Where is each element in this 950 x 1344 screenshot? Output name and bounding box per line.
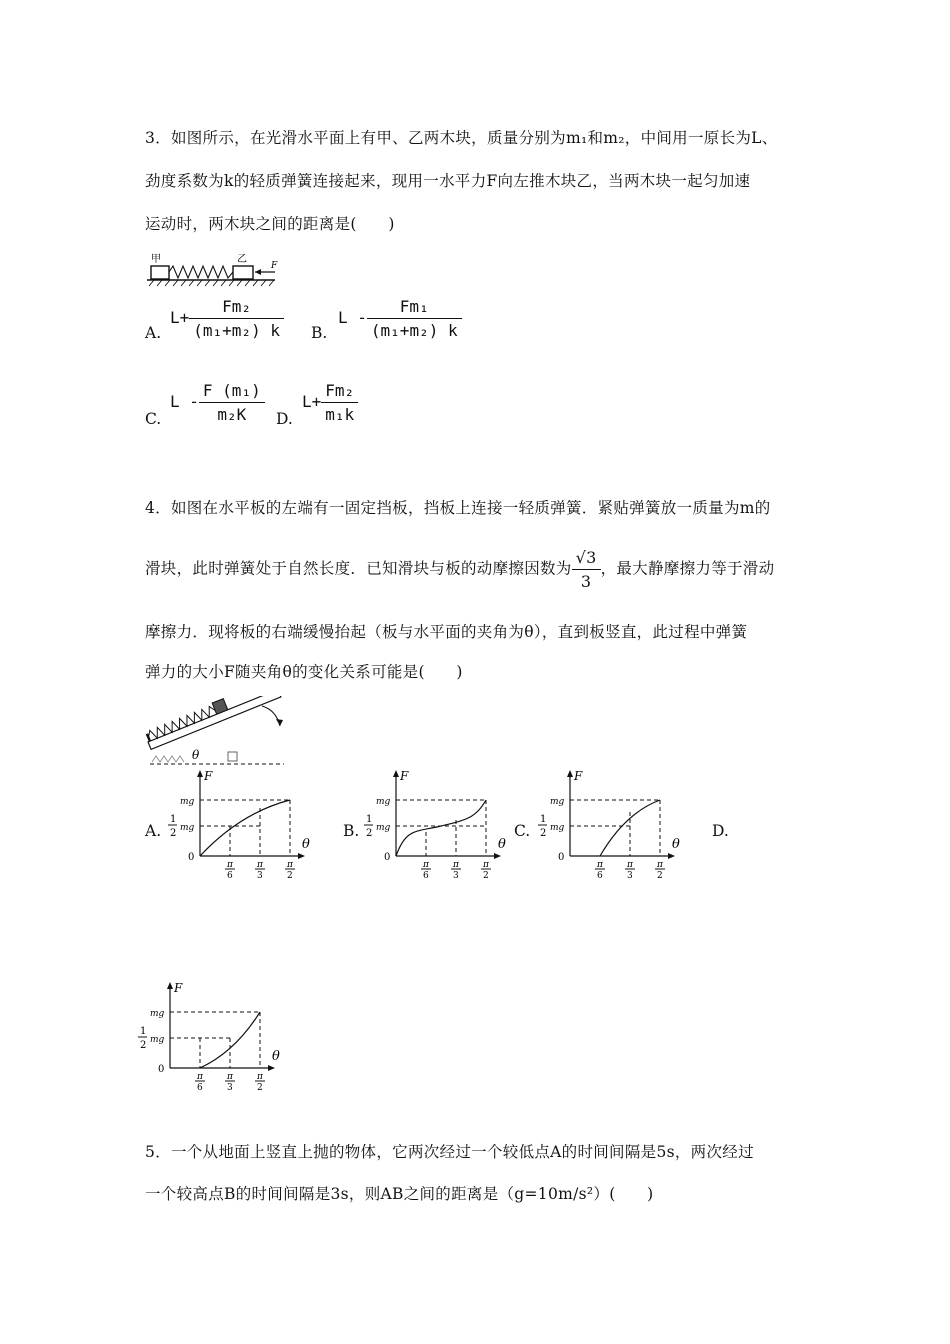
q4-graph-c (530, 768, 690, 878)
q3-block-left-label: 甲 (151, 254, 161, 265)
angle-label: θ (192, 748, 200, 762)
x-tick-labels (421, 860, 491, 878)
origin-label: 0 (384, 852, 391, 863)
q3-option-c-numerator: F (m₁) (202, 381, 261, 400)
q3-option-b-prefix: L - (338, 308, 367, 327)
q3-option-b-fraction (367, 297, 462, 340)
svg-text:π: π (227, 860, 233, 870)
q3-option-b (338, 297, 462, 340)
q3-option-a-label: A. (145, 324, 162, 342)
q3-option-c-prefix: L - (170, 392, 199, 411)
svg-text:π: π (597, 860, 603, 870)
x-tick-labels (225, 860, 295, 878)
q4-option-c-label: C. (514, 822, 531, 840)
mg-label: mg (150, 1009, 165, 1019)
q3-option-c-fraction (199, 381, 265, 424)
half-mg-label: mg (150, 1035, 165, 1045)
x-tick-labels (595, 860, 665, 878)
svg-text:2: 2 (287, 871, 293, 878)
q4-graph-a (160, 768, 320, 878)
svg-text:3: 3 (627, 871, 633, 878)
svg-text:6: 6 (227, 871, 233, 878)
svg-text:6: 6 (597, 871, 603, 878)
svg-text:3: 3 (453, 871, 459, 878)
x-axis-label: θ (498, 837, 506, 852)
q3-option-c (170, 381, 265, 424)
q3-option-a-denominator: (m₁+m₂) k (189, 318, 284, 340)
q3-option-d-prefix: L+ (302, 392, 322, 411)
q4-option-d-label: D. (712, 822, 729, 840)
q4-text-line-2 (145, 548, 774, 591)
q3-option-b-label: B. (311, 324, 328, 342)
svg-text:π: π (423, 860, 429, 870)
q3-text-line-2: 劲度系数为k的轻质弹簧连接起来，现用一水平力F向左推木块乙，当两木块一起匀加速 (145, 172, 751, 190)
q3-option-c-label: C. (145, 410, 162, 428)
q3-option-a (170, 297, 284, 340)
svg-text:3: 3 (227, 1083, 233, 1092)
graph-curve (200, 800, 290, 856)
q3-text-line-1: 3．如图所示，在光滑水平面上有甲、乙两木块，质量分别为m₁和m₂，中间用一原长为L、 (145, 129, 778, 147)
ground-hatching (149, 280, 274, 286)
q3-option-a-prefix: L+ (170, 308, 190, 327)
q4-text-line-3: 摩擦力．现将板的右端缓慢抬起（板与水平面的夹角为θ），直到板竖直，此过程中弹簧 (145, 623, 748, 641)
half-mg-label: mg (376, 823, 391, 833)
q3-option-a-fraction (189, 297, 284, 340)
half-denominator: 2 (366, 828, 373, 839)
block-yi (233, 266, 253, 279)
svg-text:π: π (627, 860, 633, 870)
q3-option-d-fraction (321, 381, 358, 424)
half-denominator: 2 (540, 828, 547, 839)
spring (146, 705, 217, 741)
svg-text:π: π (257, 860, 263, 870)
svg-text:π: π (257, 1072, 263, 1082)
q4-graph-b (356, 768, 516, 878)
svg-text:π: π (287, 860, 293, 870)
q4-option-a-label: A. (145, 822, 162, 840)
q5-text-line-1: 5．一个从地面上竖直上抛的物体，它两次经过一个较低点A的时间间隔是5s，两次经过 (145, 1143, 754, 1161)
q4-mu-fraction (572, 548, 601, 591)
rotation-arrow (262, 706, 280, 726)
y-axis-label: F (400, 769, 409, 783)
svg-text:π: π (453, 860, 459, 870)
svg-text:6: 6 (197, 1083, 203, 1092)
q3-option-d-numerator: Fm₂ (325, 381, 355, 400)
q4-mu-numerator: √3 (575, 548, 597, 567)
q4-option-b-label: B. (343, 822, 360, 840)
q4-mu-denominator: 3 (572, 569, 601, 591)
half-numerator: 1 (140, 1026, 147, 1037)
q3-block-right-label: 乙 (237, 254, 247, 265)
mg-label: mg (550, 797, 565, 807)
half-denominator: 2 (170, 828, 177, 839)
svg-text:π: π (227, 1072, 233, 1082)
x-tick-labels (195, 1072, 265, 1092)
q3-option-d (302, 381, 358, 424)
half-mg-label: mg (550, 823, 565, 833)
y-axis-label: F (174, 981, 183, 995)
svg-text:2: 2 (257, 1083, 263, 1092)
svg-text:π: π (657, 860, 663, 870)
half-numerator: 1 (170, 814, 177, 825)
graph-axes (197, 770, 305, 859)
q4-text-line-2-post: ，最大静摩擦力等于滑动 (600, 559, 775, 578)
q3-option-a-numerator: Fm₂ (222, 297, 252, 316)
q4-text-line-4: 弹力的大小F随夹角θ的变化关系可能是( ) (145, 663, 463, 681)
origin-label: 0 (558, 852, 565, 863)
q3-spring-blocks-figure (145, 250, 285, 290)
half-numerator: 1 (366, 814, 373, 825)
svg-text:2: 2 (657, 871, 663, 878)
ghost-block (228, 752, 237, 761)
block-jia (151, 266, 169, 279)
q3-option-b-numerator: Fm₁ (399, 297, 429, 316)
q4-incline-figure (142, 696, 287, 768)
ghost-spring (152, 756, 184, 762)
q3-force-label: F (271, 261, 278, 271)
svg-text:π: π (197, 1072, 203, 1082)
q3-option-d-denominator: m₁k (321, 402, 358, 424)
q3-option-c-denominator: m₂K (199, 402, 265, 424)
q4-graph-d (130, 980, 290, 1092)
half-denominator: 2 (140, 1040, 147, 1051)
mg-label: mg (180, 797, 195, 807)
q4-text-line-2-pre: 滑块，此时弹簧处于自然长度．已知滑块与板的动摩擦因数为 (145, 559, 572, 578)
svg-text:6: 6 (423, 871, 429, 878)
q4-text-line-1: 4．如图在水平板的左端有一固定挡板，挡板上连接一轻质弹簧．紧贴弹簧放一质量为m的 (145, 499, 771, 517)
y-axis-label: F (204, 769, 213, 783)
spring (169, 266, 233, 278)
half-mg-label: mg (180, 823, 195, 833)
graph-axes (393, 770, 501, 859)
half-numerator: 1 (540, 814, 547, 825)
q3-option-d-label: D. (276, 410, 293, 428)
graph-axes (567, 770, 675, 859)
slider-block (212, 699, 228, 715)
origin-label: 0 (188, 852, 195, 863)
mg-label: mg (376, 797, 391, 807)
svg-text:3: 3 (257, 871, 263, 878)
graph-curve (396, 800, 486, 856)
x-axis-label: θ (672, 837, 680, 852)
svg-text:π: π (483, 860, 489, 870)
x-axis-label: θ (302, 837, 310, 852)
q3-text-line-3: 运动时，两木块之间的距离是( ) (145, 215, 395, 233)
graph-axes (167, 982, 275, 1071)
y-axis-label: F (574, 769, 583, 783)
q5-text-line-2: 一个较高点B的时间间隔是3s，则AB之间的距离是（g=10m/s²）( ) (145, 1185, 654, 1203)
x-axis-label: θ (272, 1049, 280, 1064)
q3-option-b-denominator: (m₁+m₂) k (367, 318, 462, 340)
svg-text:2: 2 (483, 871, 489, 878)
origin-label: 0 (158, 1064, 165, 1075)
